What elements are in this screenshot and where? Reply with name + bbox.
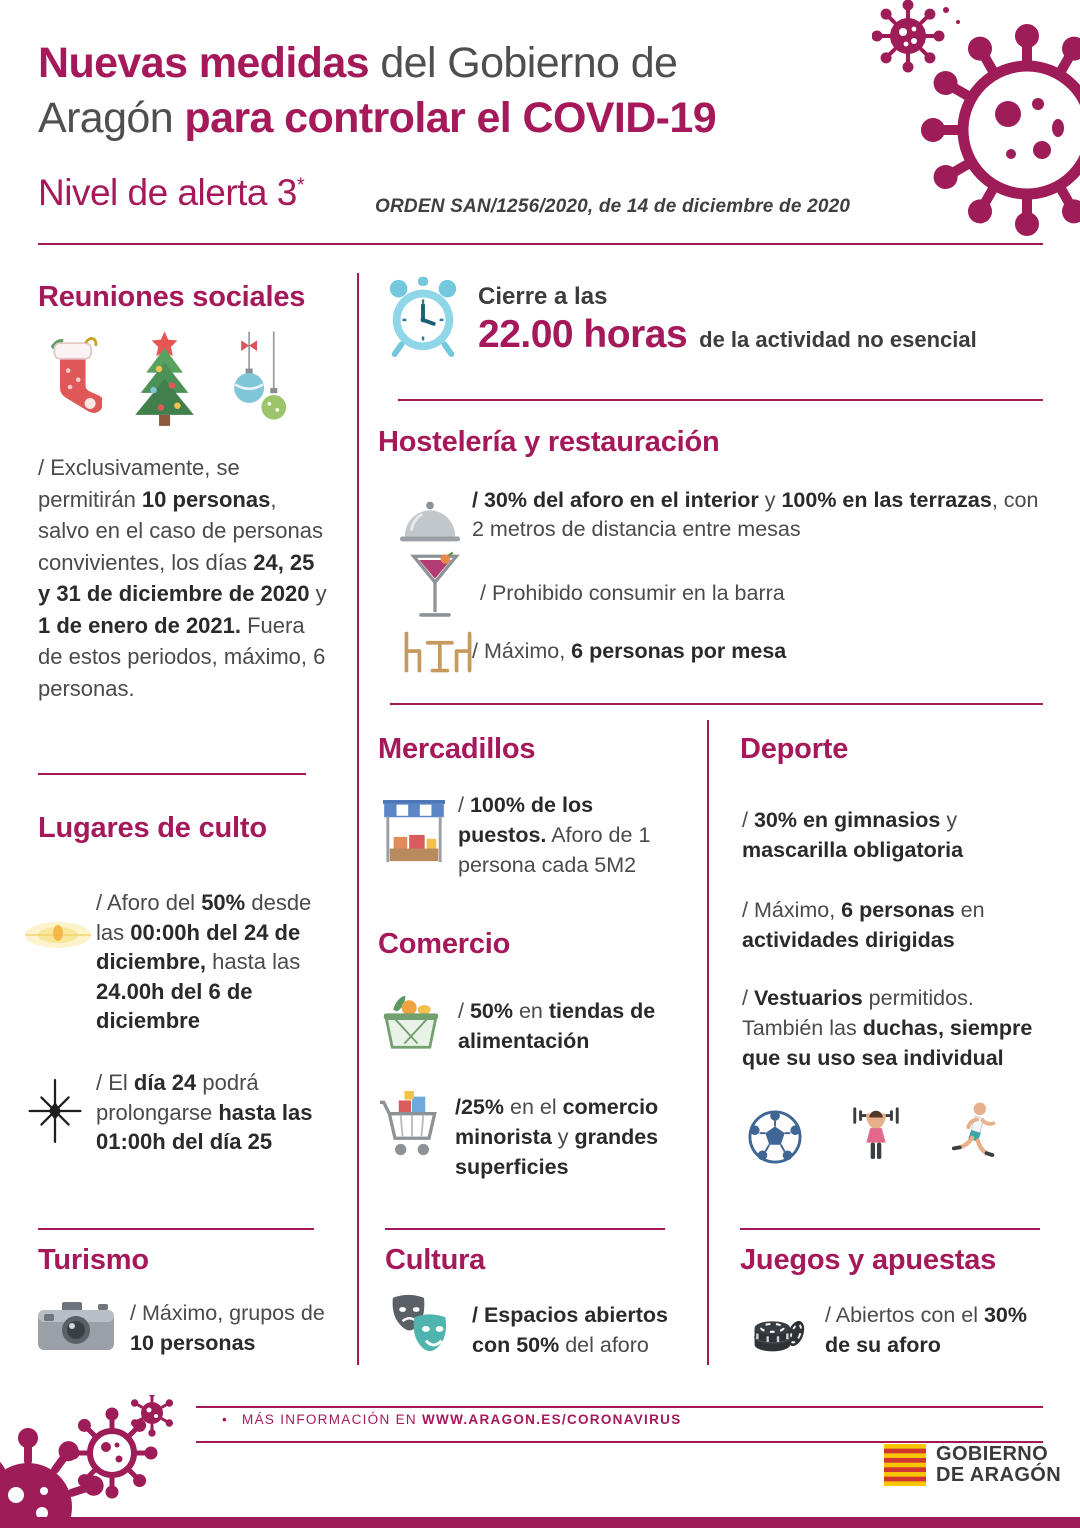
gobierno-aragon-text: GOBIERNO DE ARAGÓN [936,1443,1062,1486]
section-heading-hosteleria: Hostelería y restauración [378,426,720,458]
sports-icons-row [748,1100,1000,1164]
christmas-tree-icon [126,328,204,432]
footer-info-text: MÁS INFORMACIÓN EN WWW.ARAGON.ES/CORONAVIRUS [242,1412,682,1427]
hosteleria-item-1: / 30% del aforo en el interior y 100% en las terrazas, con 2 metros de distancia entre mesas [472,488,1039,541]
section-heading-deporte: Deporte [740,733,849,765]
culto-item-1: / Aforo del 50% desde las 00:00h del 24 de diciembre, hasta las 24.00h del 6 de diciembre [96,890,312,1033]
closure-suffix: de la actividad no esencial [699,327,977,352]
juegos-item: / Abiertos con el 30% de su aforo [825,1303,1027,1357]
section-heading-turismo: Turismo [38,1244,149,1276]
mid-bottom-divider [385,1228,665,1230]
order-reference: ORDEN SAN/1256/2020, de 14 de diciembre de 2020 [375,196,851,217]
section-heading-juegos: Juegos y apuestas [740,1244,997,1276]
main-column-divider [357,273,359,1365]
virus-icon [872,0,1080,255]
theater-masks-icon [385,1292,461,1362]
turismo-item: / Máximo, grupos de 10 personas [130,1301,325,1355]
cocktail-icon [408,550,462,624]
closure-intro: Cierre a las [478,283,608,310]
candle-glow-icon [22,905,94,965]
section-heading-mercadillos: Mercadillos [378,733,536,765]
section-heading-comercio: Comercio [378,928,511,960]
comercio-item-1: / 50% en tiendas de alimentación [458,999,656,1053]
page-title [38,36,868,146]
alarm-clock-icon [382,276,464,358]
header-divider [38,243,1043,245]
reuniones-body: / Exclusivamente, se permitirán 10 personas, salvo en el caso de personas convivientes, los días 24, 25 y 31 de diciembre de 2020 y 1 de enero de 2021. Fuera de estos periodos, máximo, 6 personas. [38,455,327,701]
cloche-icon [398,495,462,547]
deporte-item-3: / Vestuarios permitidos. También las duchas, siempre que su uso sea individual [742,986,1033,1070]
table-chairs-icon [396,626,480,678]
mercadillos-item: / 100% de los puestos. Aforo de 1 persona cada 5M2 [458,793,651,877]
alert-level: Nivel de alerta 3* [38,172,305,213]
right-bottom-divider [740,1228,1040,1230]
market-stall-icon [382,798,446,868]
page-title-line2: Aragón para controlar el COVID-19 [38,94,717,142]
cultura-item: / Espacios abiertos con 50% del aforo [472,1303,668,1357]
star-icon [26,1078,84,1144]
closure-divider [398,399,1043,401]
christmas-ornaments-icon [228,328,294,432]
deporte-item-1: / 30% en gimnasios y mascarilla obligatoria [742,808,964,862]
shopping-cart-icon [378,1088,446,1162]
footer-bullet: • [222,1412,229,1427]
weightlifter-icon [848,1100,904,1164]
virus-icon-footer [0,1395,200,1528]
camera-icon [36,1296,116,1354]
christmas-icons-row [38,328,294,432]
section-heading-culto: Lugares de culto [38,812,267,844]
section-heading-cultura: Cultura [385,1244,486,1276]
culto-item-2: / El día 24 podrá prolongarse hasta las 01:00h del día 25 [96,1070,313,1154]
runner-icon [950,1100,1000,1164]
bottom-bar [0,1517,1080,1528]
page-title-line1: Nuevas medidas del Gobierno de [38,39,678,87]
deporte-item-2: / Máximo, 6 personas en actividades dirigidas [742,898,985,952]
gobierno-aragon-logo [884,1444,1061,1486]
soccer-ball-icon [748,1110,802,1164]
grocery-basket-icon [380,988,442,1052]
closure-time: 22.00 horas [478,313,688,356]
footer-info [222,1412,682,1427]
poker-chips-icon [748,1294,808,1358]
hosteleria-item-2: / Prohibido consumir en la barra [480,581,785,605]
aragon-flag-icon [884,1444,926,1486]
left-divider-2 [38,1228,314,1230]
footer-divider-bottom [196,1441,1043,1443]
section-heading-reuniones: Reuniones sociales [38,281,306,313]
hosteleria-item-3: / Máximo, 6 personas por mesa [472,639,787,663]
sub-column-divider [707,720,709,1365]
christmas-stocking-icon [38,332,102,432]
closure-banner [478,283,1078,357]
comercio-item-2: /25% en el comercio minorista y grandes superficies [455,1095,659,1179]
middle-divider [390,703,1043,705]
left-divider-1 [38,773,306,775]
alert-asterisk: * [296,174,305,197]
footer-divider-top [196,1406,1043,1408]
